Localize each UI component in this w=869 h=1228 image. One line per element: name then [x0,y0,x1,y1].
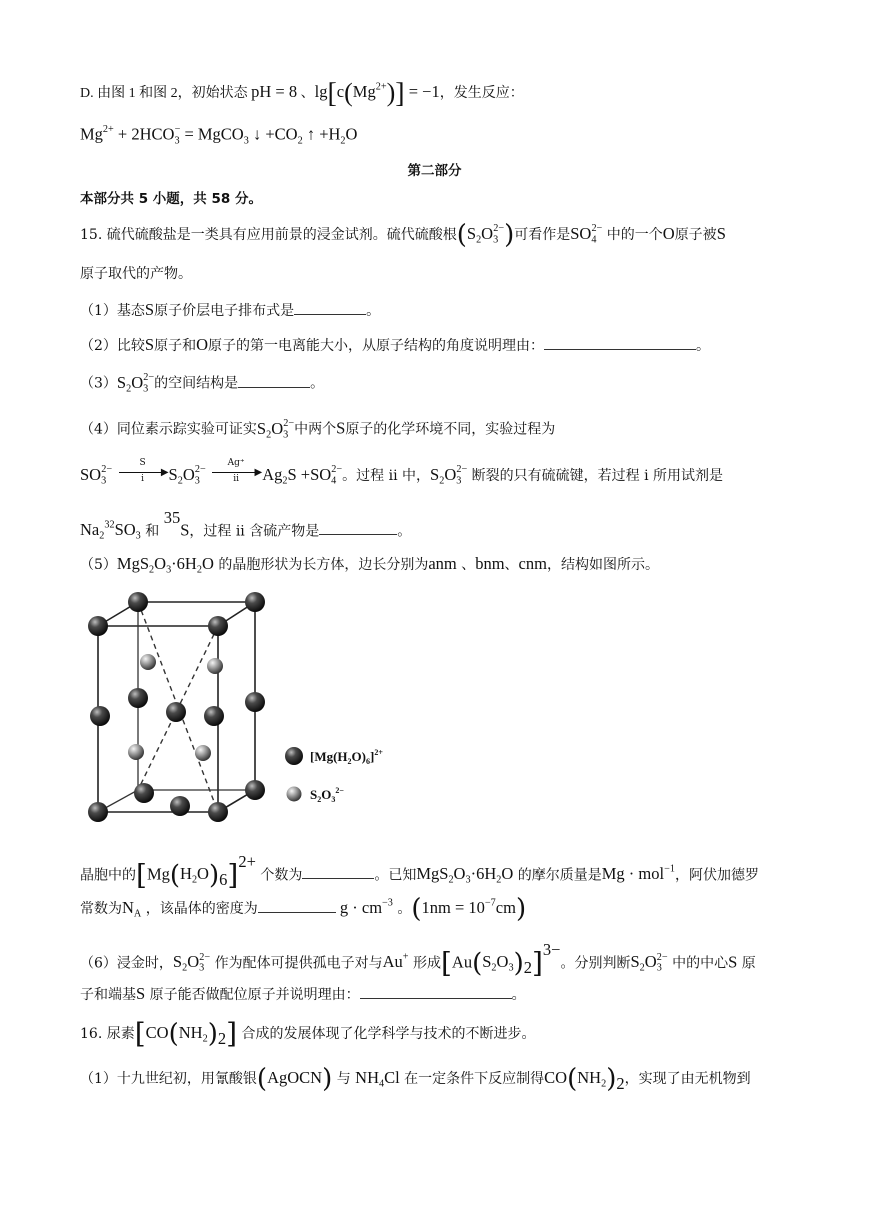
mg-complex-sphere [134,783,154,803]
legend-mg-sphere [285,747,303,765]
q15-part3: $(3)S_2O_3^{2-}$的空间结构是 。 [80,372,325,395]
mg-complex-sphere [245,692,265,712]
q16-part1: （1）十九世纪初，用氰酸银(AgOCN) 与 $NH_4Cl$ 在一定条件下反应制得$CO(NH_2)_2$，实现了由无机物到 [80,1064,751,1094]
q15-part4-process: $SO_3^{2-}$ S ▶ i $S_2O_3^{2-}$ Ag⁺ ▶ ii $Ag_2S +SO_4^{2-}$。过程 ii 中，$S_2O_3^{2-}$ 断裂的只有硫硫键，若过程 i 所用试剂是 [80,458,724,487]
mg-complex-sphere [166,702,186,722]
legend-mg-label: $[Mg(H_2O)_6]^{2+}$ [310,748,383,766]
q16-stem: 16. 尿素$[CO(NH_2)_2]$ 合成的发展体现了化学科学与技术的不断进步。 [80,1017,536,1050]
answer-blank[interactable] [294,302,366,315]
mg-complex-sphere [128,688,148,708]
q15-stem: 15. 硫代硫酸盐是一类具有应用前景的浸金试剂。硫代硫酸根$(S_2O_3^{2-})$可看作是$SO_4^{2-}$ 中的一个O原子被S [80,220,726,250]
answer-blank[interactable] [360,986,512,999]
q15-part6-line2: 子和端基S 原子能否做配位原子并说明理由： 。 [80,984,526,1003]
reaction-equation: $Mg^{2+} + 2HCO_3^-$ = MgCO$_3$ ↓ $+CO_2$ ↑ $+H_2O$ [80,124,358,147]
answer-blank[interactable] [544,337,696,350]
reaction-arrow-ii: Ag⁺ ▶ ii [210,462,262,482]
q15-part5-density: 常数为$N_A$ ，该晶体的密度为 $g \cdot cm^{-3}$ 。$(1nm = 10^{-7}cm)$ [80,894,527,924]
q15-part5-count: 晶胞中的$[Mg(H_2O)_6]^{2+}$ 个数为 。已知$MgS_2O_3\cdot 6H_2O$ 的摩尔质量是Mg · mol$^{-1}$，阿伏加德罗 [80,852,759,892]
q15-part5: $(5)MgS_2O_3\cdot 6H_2O$ 的晶胞形状为长方体，边长分别为anm 、bnm、cnm，结构如图所示。 [80,554,659,576]
mg-complex-sphere [208,616,228,636]
q15-stem-line2: 原子取代的产物。 [80,266,192,282]
mg-complex-sphere [245,780,265,800]
mg-complex-sphere [90,706,110,726]
mg-complex-sphere [88,802,108,822]
q15-part1: （1）基态S原子价层电子排布式是 。 [80,300,381,319]
mg-complex-sphere [208,802,228,822]
q15-part6: （6）浸金时，$S_2O_3^{2-}$ 作为配体可提供孤电子对与Au+ 形成$[Au(S_2O_3)_2]^{3-}$。分别判断$S_2O_3^{2-}$ 中的中心S 原 [80,940,756,980]
answer-blank[interactable] [258,900,336,913]
answer-blank[interactable] [238,375,310,388]
mg-complex-sphere [204,706,224,726]
thiosulfate-sphere [207,658,223,674]
thiosulfate-sphere [140,654,156,670]
thiosulfate-sphere [195,745,211,761]
legend-s2o3-sphere [287,787,302,802]
q15-part4-reagents: $Na_2^{32}SO_3$ 和 $^{35}$S，过程 ii 含硫产物是 。 [80,508,412,542]
thiosulfate-sphere [128,744,144,760]
mg-complex-sphere [128,592,148,612]
mg-complex-sphere [245,592,265,612]
answer-blank[interactable] [302,866,374,879]
mg-complex-sphere [88,616,108,636]
legend-s2o3-label: $S_2O_3^{2-}$ [310,786,344,804]
part-two-intro: 本部分共 5 小题，共 58 分。 [80,191,262,207]
q14-option-d: D. 由图 1 和图 2，初始状态 pH = 8 、$\lg[c(Mg^{2+})] = -1$，发生反应： [80,78,524,109]
q15-part4: （4）同位素示踪实验可证实$S_2O_3^{2-}$中两个S原子的化学环境不同，实验过程为 [80,418,556,441]
reaction-arrow-i: S ▶ i [117,462,169,482]
q15-part2: （2）比较S原子和O原子的第一电离能大小，从原子结构的角度说明理由： 。 [80,335,711,354]
answer-blank[interactable] [319,522,397,535]
mg-complex-sphere [170,796,190,816]
part-two-title: 第二部分 [407,163,462,179]
unit-cell-figure [82,588,402,838]
